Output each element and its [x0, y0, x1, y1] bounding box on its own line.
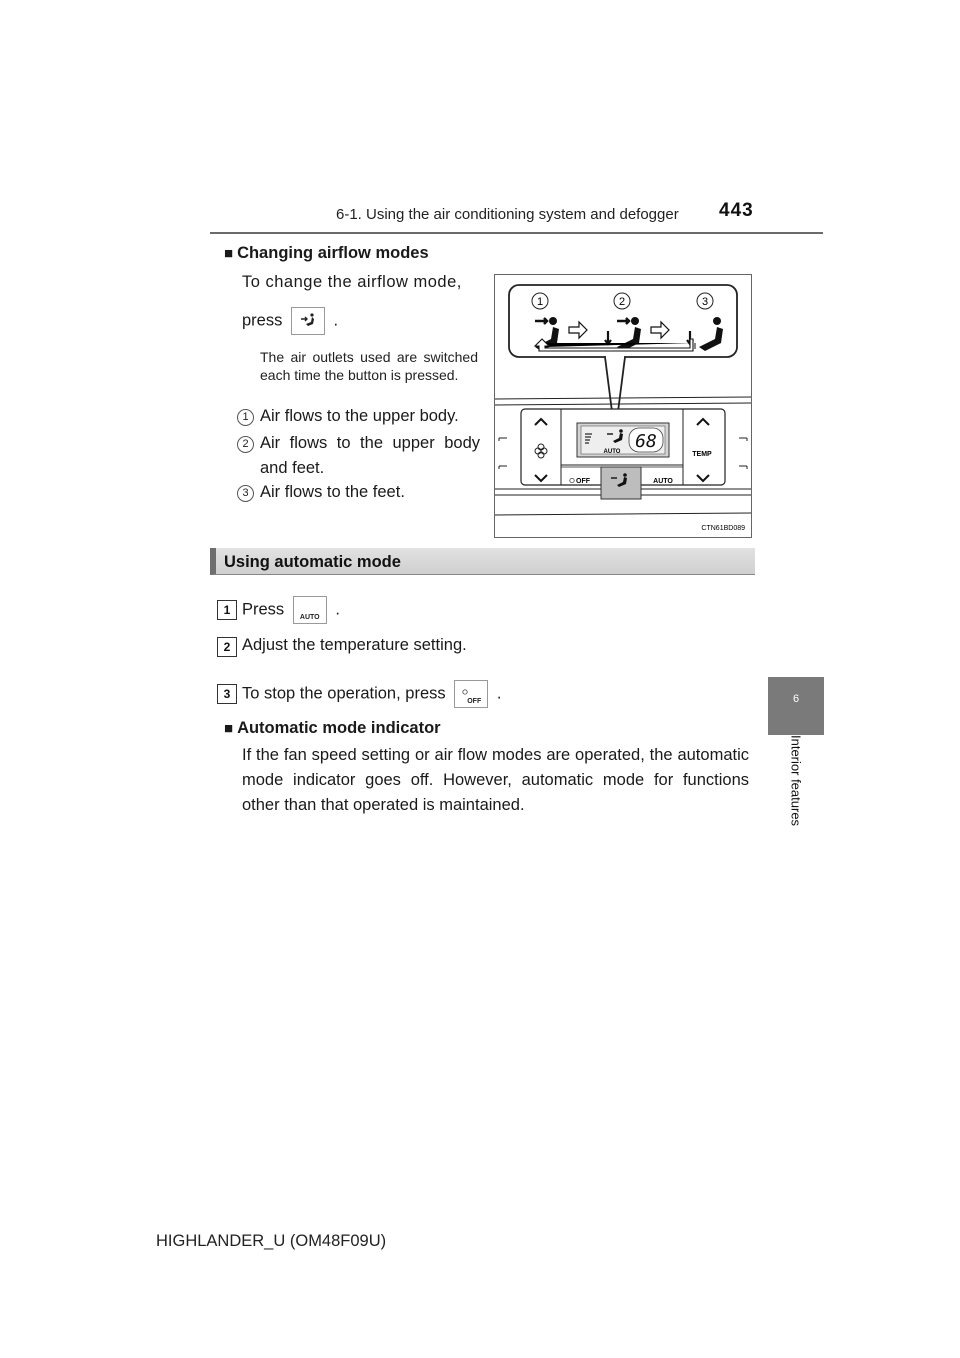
- mode-3-text: Air flows to the feet.: [260, 483, 405, 501]
- mode-2-text: Air flows to the upper body and feet.: [260, 434, 480, 477]
- mode-1-text: Air flows to the upper body.: [260, 407, 459, 425]
- step-1-text: [242, 596, 340, 624]
- svg-text:2: 2: [618, 296, 626, 308]
- indicator-body: If the fan speed setting or air flow modes are operated, the automatic mode indicator goes off. However, automatic mode for functions other than that operated is maintained.: [242, 746, 749, 814]
- auto-button-icon: AUTO: [293, 596, 327, 624]
- footer-model: HIGHLANDER_U (OM48F09U): [156, 1232, 387, 1250]
- off-button-icon: OFF: [454, 680, 488, 708]
- mode-2-badge: 2: [237, 436, 254, 453]
- display-auto-indicator: AUTO: [603, 449, 621, 455]
- step-2-text: Adjust the temperature setting.: [242, 636, 467, 654]
- airflow-note: The air outlets used are switched each time the button is pressed.: [260, 349, 478, 383]
- press-text: press: [242, 311, 283, 330]
- figure-code: CTN61BD089: [701, 525, 745, 532]
- chapter-number: 6: [792, 693, 800, 705]
- step-1-before: Press: [242, 600, 285, 619]
- figure-auto-button: AUTO: [653, 478, 673, 485]
- airflow-heading: Changing airflow modes: [237, 244, 429, 262]
- step-3-text: [242, 680, 501, 708]
- callout-2: [614, 293, 630, 309]
- step-1-badge: 1: [217, 600, 237, 620]
- heading-square-icon-2: ■: [224, 720, 234, 737]
- airflow-mode-button: [291, 307, 325, 335]
- step-1-after: .: [335, 600, 340, 619]
- indicator-heading-row: [224, 719, 441, 738]
- automatic-section-title: Using automatic mode: [224, 553, 401, 571]
- airflow-intro-2: [242, 307, 338, 335]
- display-temperature: 68: [635, 431, 657, 452]
- header-rule: [210, 232, 823, 234]
- callout-1: [532, 293, 548, 309]
- indicator-heading: Automatic mode indicator: [237, 719, 441, 737]
- mode-3-badge: 3: [237, 485, 254, 502]
- press-period: .: [333, 311, 339, 330]
- climate-control-figure: [494, 274, 752, 538]
- chapter-tab: [768, 677, 824, 735]
- climate-panel-illustration: [495, 275, 751, 537]
- temp-label: TEMP: [692, 451, 712, 458]
- step-2-badge: 2: [217, 637, 237, 657]
- mode-1-badge: 1: [237, 409, 254, 426]
- step-3-badge: 3: [217, 684, 237, 704]
- airflow-heading-row: [224, 244, 429, 263]
- heading-square-icon: ■: [224, 245, 234, 262]
- section-title: 6-1. Using the air conditioning system and defogger: [336, 206, 679, 223]
- svg-text:1: 1: [536, 296, 544, 308]
- step-3-before: To stop the operation, press: [242, 684, 446, 703]
- step-3-after: .: [496, 684, 502, 703]
- chapter-title: Interior features: [788, 735, 804, 827]
- airflow-intro-1: To change the airflow mode,: [242, 273, 462, 291]
- airflow-mode-icon: [292, 308, 324, 334]
- svg-text:3: 3: [701, 296, 709, 308]
- svg-text:OFF: OFF: [576, 478, 590, 485]
- page-number: 443: [719, 200, 754, 221]
- callout-3: [697, 293, 713, 309]
